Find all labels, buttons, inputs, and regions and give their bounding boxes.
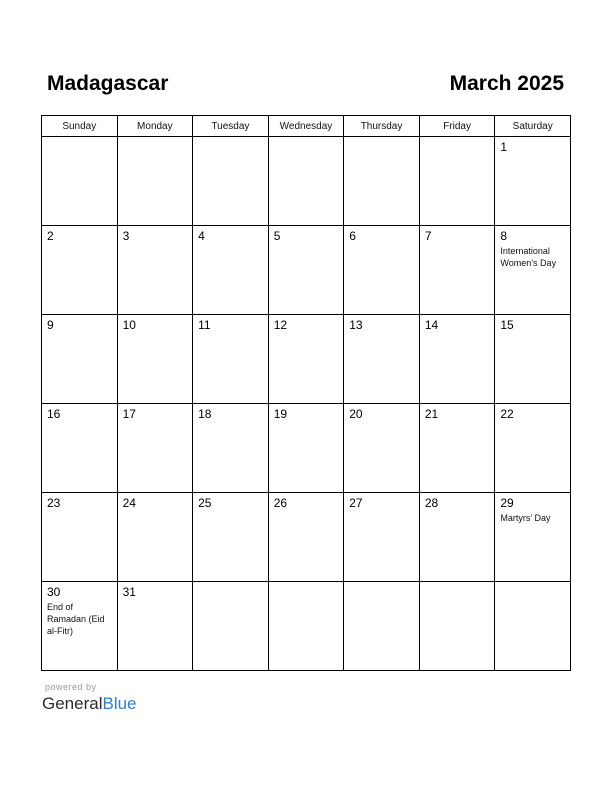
day-number: 29 [500,496,514,510]
empty-day-cell [419,137,495,226]
day-cell-content [420,315,495,333]
day-cell [42,582,118,671]
day-cell-content [269,493,344,511]
day-number: 28 [424,496,439,510]
day-cell-content [495,582,570,585]
empty-day-cell [117,137,193,226]
day-number: 3 [122,229,130,243]
day-number: 9 [47,318,54,332]
weekday-tuesday: Tuesday [193,116,269,137]
day-cell-content [420,493,495,511]
day-cell [117,404,193,493]
day-cell [344,493,420,582]
day-cell-content [269,315,344,333]
day-cell-content [42,226,117,244]
day-cell-content [344,582,419,585]
empty-day-cell [344,137,420,226]
day-cell-content [420,137,495,140]
day-cell-content [269,404,344,422]
weekday-monday: Monday [117,116,193,137]
day-cell-content [495,137,570,155]
week-row [42,493,571,582]
day-cell [419,404,495,493]
powered-by-label: powered by [45,682,97,692]
day-cell-content [193,315,268,333]
calendar-body [42,137,571,671]
month-title: March 2025 [449,72,564,95]
generalblue-logo[interactable] [42,694,137,714]
empty-day-cell [344,582,420,671]
week-row [42,315,571,404]
day-cell [268,315,344,404]
empty-day-cell [42,137,118,226]
day-number: 11 [198,318,211,332]
weekday-friday: Friday [419,116,495,137]
day-cell [495,137,571,226]
day-cell-content [193,226,268,244]
day-cell-content [193,582,268,585]
calendar-grid [41,115,571,671]
day-cell-content [118,493,193,511]
day-cell [268,493,344,582]
day-cell-content [118,315,193,333]
holiday-label: International Women’s Day [500,246,557,268]
day-cell [193,493,269,582]
day-cell [42,226,118,315]
day-number: 25 [198,496,212,510]
empty-day-cell [268,582,344,671]
day-number: 24 [122,496,136,510]
day-cell-content [193,137,268,140]
empty-day-cell [268,137,344,226]
day-cell-content [42,493,117,511]
day-number: 27 [349,496,363,510]
brand-general-text: General [42,694,103,713]
day-cell [419,315,495,404]
day-cell [42,315,118,404]
day-cell-content [193,404,268,422]
day-cell [117,226,193,315]
day-number: 4 [198,229,205,243]
empty-day-cell [419,582,495,671]
day-cell-content [495,404,570,422]
day-cell [419,226,495,315]
day-cell-content [42,137,117,140]
day-cell-content [118,137,193,140]
day-cell-content [495,315,570,333]
weekday-thursday: Thursday [344,116,420,137]
day-cell [344,315,420,404]
day-number: 1 [500,140,508,154]
day-cell [268,404,344,493]
day-number: 22 [500,407,514,421]
day-number: 21 [424,407,439,421]
day-number: 12 [273,318,288,332]
day-cell-content [420,582,495,585]
day-cell [419,493,495,582]
day-number: 2 [47,229,54,243]
day-cell [193,226,269,315]
day-number: 14 [424,318,439,332]
day-number: 5 [273,229,281,243]
empty-day-cell [193,137,269,226]
brand-blue-text: Blue [102,694,137,713]
day-cell-content [420,226,495,244]
day-cell-content [344,404,419,422]
day-cell-content [193,493,268,511]
day-cell [495,226,571,315]
weekday-sunday: Sunday [42,116,118,137]
day-cell-content [344,137,419,140]
week-row [42,137,571,226]
day-cell-content [42,582,117,637]
day-cell-content [118,404,193,422]
day-cell [344,226,420,315]
day-cell [117,582,193,671]
holiday-label: Martyrs’ Day [500,513,551,523]
day-number: 23 [47,496,61,510]
holiday-label: End of Ramadan (Eid al-Fitr) [47,602,105,636]
day-number: 13 [349,318,363,332]
day-number: 30 [47,585,61,599]
day-number: 10 [122,318,136,332]
day-cell [193,404,269,493]
day-cell-content [42,315,117,333]
day-number: 6 [349,229,356,243]
day-cell [495,315,571,404]
day-number: 31 [122,585,136,599]
day-cell [495,493,571,582]
day-number: 20 [349,407,363,421]
empty-day-cell [495,582,571,671]
country-title: Madagascar [47,72,169,95]
weekday-saturday: Saturday [495,116,571,137]
day-number: 26 [273,496,288,510]
day-number: 17 [122,407,136,421]
day-cell [117,315,193,404]
week-row [42,582,571,671]
day-cell-content [495,226,570,269]
day-cell-content [269,137,344,140]
day-cell-content [269,582,344,585]
week-row [42,404,571,493]
day-cell [268,226,344,315]
day-cell-content [344,226,419,244]
day-number: 16 [47,407,61,421]
day-cell-content [344,315,419,333]
week-row [42,226,571,315]
day-cell [42,404,118,493]
day-cell [344,404,420,493]
day-cell-content [42,404,117,422]
day-cell-content [344,493,419,511]
day-number: 18 [198,407,212,421]
day-cell-content [420,404,495,422]
day-cell-content [495,493,570,524]
day-cell-content [269,226,344,244]
day-number: 8 [500,229,508,243]
day-cell-content [118,582,193,600]
weekday-wednesday: Wednesday [268,116,344,137]
day-cell [495,404,571,493]
day-cell-content [118,226,193,244]
day-number: 19 [273,407,288,421]
weekday-header-row [42,116,571,137]
day-number: 15 [500,318,514,332]
empty-day-cell [193,582,269,671]
day-number: 7 [424,229,432,243]
day-cell [193,315,269,404]
day-cell [42,493,118,582]
day-cell [117,493,193,582]
